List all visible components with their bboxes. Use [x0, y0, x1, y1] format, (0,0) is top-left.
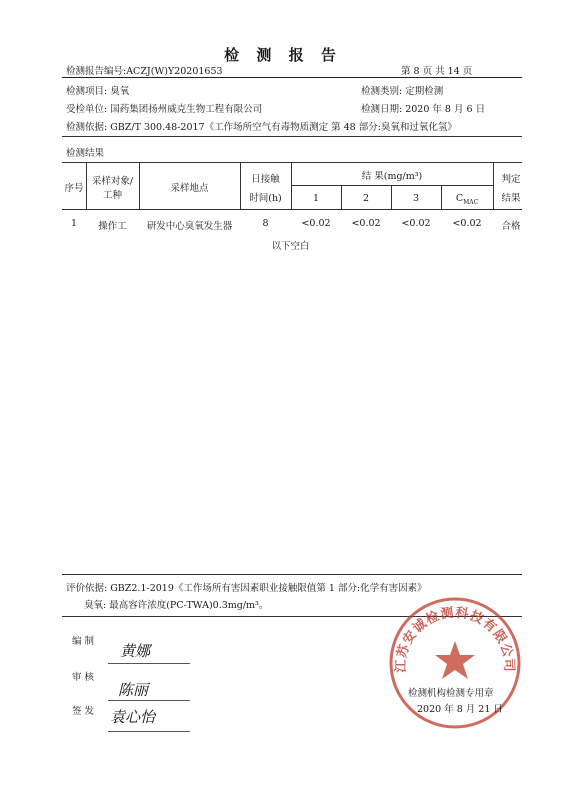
issue-label: 签 发 [72, 706, 95, 717]
page-indicator: 第 8 页 共 14 页 [401, 66, 473, 77]
compile-label: 编 制 [72, 636, 95, 647]
evaluation-rule [62, 574, 522, 575]
cell-cmac: <0.02 [452, 218, 482, 229]
review-label: 审 核 [72, 672, 95, 683]
cell-result-1: <0.02 [301, 218, 331, 229]
test-basis: 检测依据: GBZ/T 300.48-2017《工作场所空气有毒物质测定 第 48 部分:臭氧和过氧化氢》 [66, 122, 457, 133]
evaluation-basis: 评价依据: GBZ2.1-2019《工作场所有害因素职业接触限值第 1 部分:化学有害因素》 [66, 583, 427, 594]
col-header-location: 采样地点 [170, 183, 209, 194]
stamp-purpose: 检测机构检测专用章 [408, 688, 494, 699]
report-number: 检测报告编号:ACZJ(W)Y20201653 [66, 66, 223, 77]
evaluation-limit: 臭氧: 最高容许浓度(PC-TWA)0.3mg/m³。 [84, 600, 269, 611]
svg-text:江苏安诚检测科技有限公司: 江苏安诚检测科技有限公司 [393, 605, 517, 673]
cell-location: 研发中心臭氧发生器 [146, 221, 233, 232]
header-rule [62, 77, 522, 78]
cell-target: 操作工 [98, 221, 127, 232]
col-header-sample-1: 1 [312, 193, 320, 204]
blank-note: 以下空白 [271, 241, 310, 252]
col-header-judge-1: 判定 [501, 174, 521, 185]
report-title: 检 测 报 告 [224, 46, 342, 64]
cell-no: 1 [70, 218, 78, 229]
col-header-sample-3: 3 [412, 193, 420, 204]
test-item: 检测项目: 臭氧 [66, 86, 130, 97]
cell-result-2: <0.02 [351, 218, 381, 229]
test-date: 检测日期: 2020 年 8 月 6 日 [361, 104, 486, 115]
cell-hours: 8 [262, 218, 269, 229]
col-header-no: 序号 [64, 183, 84, 194]
col-header-judge-2: 结果 [501, 193, 521, 204]
table-header-rule [62, 209, 522, 210]
cell-judge: 合格 [501, 221, 521, 232]
col-header-target-2: 工种 [102, 190, 122, 201]
col-header-target-1: 采样对象/ [91, 176, 134, 187]
col-header-exposure-2: 时间(h) [249, 193, 282, 204]
cell-result-3: <0.02 [401, 218, 431, 229]
info-rule [62, 136, 522, 137]
compile-signature: 黄娜 [120, 642, 151, 660]
test-category: 检测类别: 定期检测 [361, 86, 444, 97]
table-top-rule [62, 162, 522, 163]
stamp-star-icon [435, 641, 475, 679]
results-section-title: 检测结果 [66, 148, 105, 159]
col-header-result: 结 果(mg/m³) [361, 171, 423, 182]
review-signature: 陈丽 [118, 681, 149, 699]
col-header-sample-2: 2 [362, 193, 370, 204]
client-unit: 受检单位: 国药集团扬州威克生物工程有限公司 [66, 104, 263, 115]
stamp-date: 2020 年 8 月 21 日 [417, 704, 503, 715]
issue-signature: 袁心怡 [110, 708, 156, 726]
col-header-exposure-1: 日接触 [251, 174, 280, 185]
col-header-cmac: $C_{MAC}$ [455, 193, 479, 206]
